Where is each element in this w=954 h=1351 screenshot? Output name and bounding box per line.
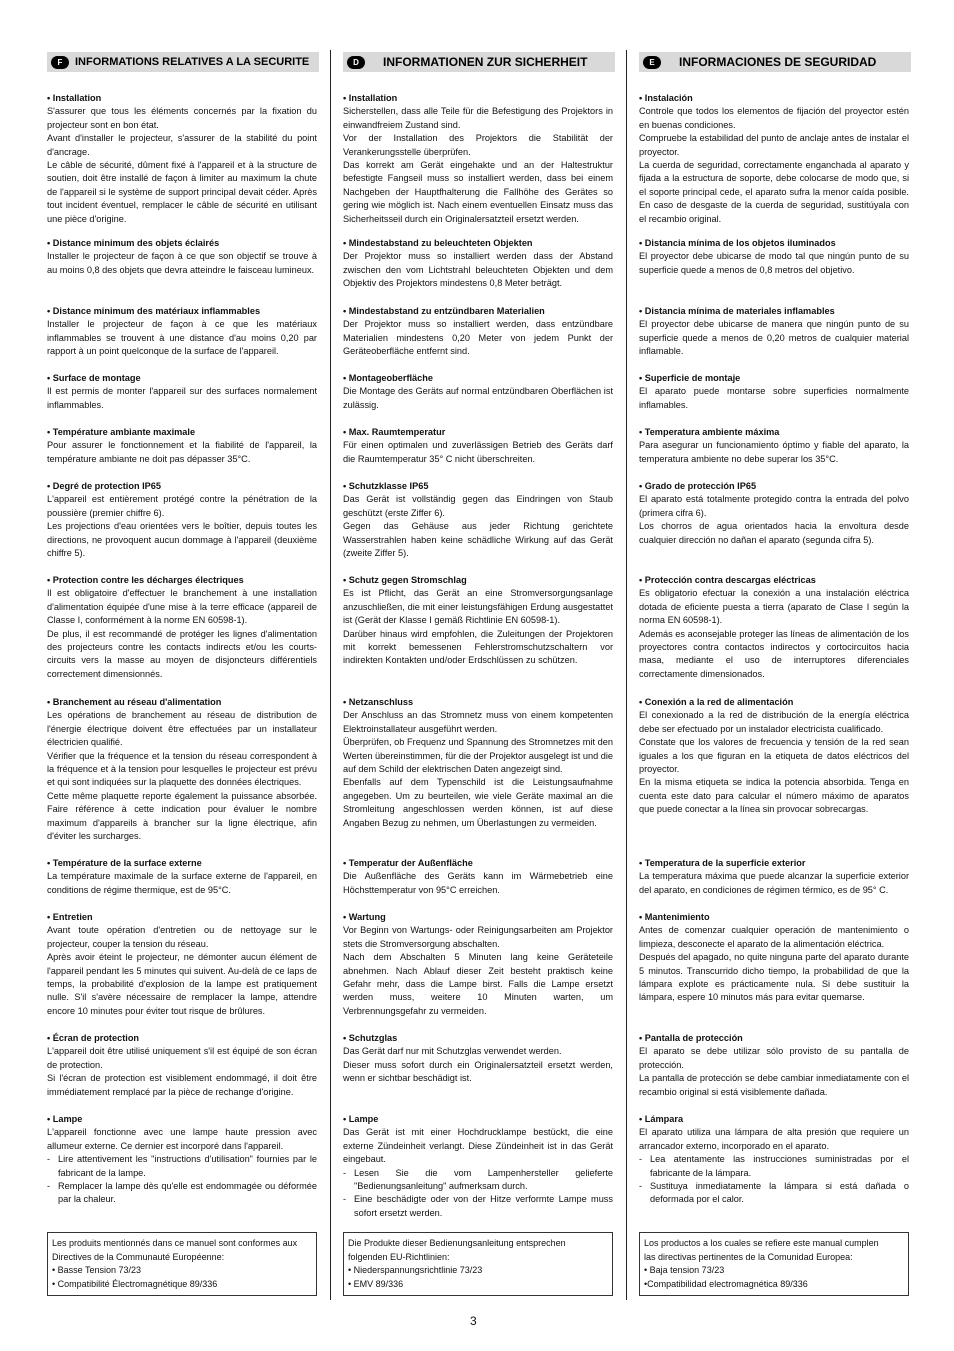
safety-section [343,480,613,560]
section-body: Installer le projecteur de façon à ce que les matériaux inflammables se trouvent à une distance d'au moins 0,20 par rapport à un point quelconque de la surface de l'appareil. [47,319,317,357]
section-title: • Netzanschluss [343,697,414,707]
section-body: Das Gerät ist vollständig gegen das Eindringen von Staub geschützt (erste Ziffer 6). Gegen das Gehäuse aus jeder Richtung gerichtete Wasserstrahlen haben keine schädliche Wirkung auf das Gerät (zweite Ziffer 5). [343,494,613,559]
section-body: El aparato utiliza una lámpara de alta presión que requiere un arrancador externo, incorporado en el aparato. [639,1127,909,1151]
safety-section [47,237,317,277]
section-body: Das Gerät ist mit einer Hochdrucklampe bestückt, die eine externe Zündeinheit verlangt. Diese Zündeinheit ist in das Gerät eingebaut. [343,1127,613,1165]
column-german [343,52,615,1289]
column-divider-left [330,50,331,1300]
section-body: Il est permis de monter l'appareil sur des surfaces normalement inflammables. [47,386,317,410]
safety-section [47,305,317,359]
section-title: • Temperatur der Außenfläche [343,858,473,868]
section-title: • Pantalla de protección [639,1033,743,1043]
page-number: 3 [470,1314,477,1328]
safety-section [47,92,317,226]
safety-section [343,857,613,897]
conformity-line: folgenden EU-Richtlinien: [348,1251,450,1262]
safety-section [343,426,613,466]
language-badge: F [51,56,69,69]
section-body: El conexionado a la red de distribución de la energía eléctrica debe ser efectuado por un instalador electricista cualificado. Constate que los valores de frecuencia y tensión de la red sean iguales a los que figuran en la etiqueta de datos eléctricos del proyector. En la misma etiqueta se indica la potencia absorbida. Tenga en cuenta este dato para calcular el número máximo de aparatos que puede conectar a la línea sin provocar sobrecargas. [639,710,909,815]
section-title: • Distance minimum des matériaux inflammables [47,306,261,316]
section-title: • Entretien [47,912,93,922]
safety-section [47,372,317,412]
safety-section [47,857,317,897]
conformity-box [47,1232,317,1296]
section-body: El aparato está totalmente protegido contra la entrada del polvo (primera cifra 6). Los chorros de agua orientados hacia la envoltura desde cualquier dirección no dañan el aparato (segunda cifra 5). [639,494,909,545]
safety-section [343,1113,613,1220]
bullet-item: - Remplacer la lampe dès qu'elle est endommagée ou déformée par la chaleur. [47,1180,317,1207]
section-body: Es obligatorio efectuar la conexión a una instalación eléctrica dotada de eficiente puesta a tierra (aparato de Clase I según la norma EN 60598-1). Además es aconsejable proteger las líneas de alimentación de los proyectores contra contactos indirectos y cortocircuitos hacia masa, mediante el uso de interruptores diferenciales correctamente dimensionados. [639,588,909,679]
section-body: Installer le projecteur de façon à ce que son objectif se trouve à au moins 0,8 des objets que devra atteindre le faisceau lumineux. [47,251,317,275]
column-divider-right [626,50,627,1300]
bullet-item: - Lire attentivement les "instructions d'utilisation" fournies par le fabricant de la lampe. [47,1153,317,1180]
safety-section [639,372,909,412]
section-body: L'appareil est entièrement protégé contre la pénétration de la poussière (premier chiffre 6). Les projections d'eau orientées vers le boîtier, depuis toutes les directions, ne provoquent aucun dommage à l'appareil (deuxième chiffre 5). [47,494,317,559]
column-spanish [639,52,911,1289]
section-body: Der Projektor muss so installiert werden dass der Abstand zwischen den vom Lichtstrahl beleuchteten Objekten und dem Objektiv des Projektors mindestens 0,8 Meter beträgt. [343,251,613,289]
section-title: • Schutzklasse IP65 [343,481,429,491]
safety-section [343,237,613,291]
safety-section [343,92,613,226]
section-body: Es ist Pflicht, das Gerät an eine Stromversorgungsanlage anzuschließen, die mit einer leistungsfähigen Erdung ausgestattet ist (Gerät der Klasse I gemäß Richtlinie EN 60598-1). Darüber hinaus wird empfohlen, die Zuleitungen der Projektoren mit korrekt bemessenen Fehlerstromschutzschaltern vor indirekten Kontakten und/oder Erdschlüssen zu schützen. [343,588,613,666]
conformity-box [639,1232,909,1296]
safety-section [639,696,909,817]
section-body: Controle que todos los elementos de fijación del proyector estén en buenas condiciones. Compruebe la estabilidad del punto de anclaje antes de instalar el proyector. La cuerda de seguridad, correctamente enganchada al aparato y fijada a la estructura de soporte, debe colocarse de modo que, si el soporte principal cede, el aparato sufra la menor caída posible. En caso de desgaste de la cuerda de seguridad, sustitúyala con el recambio original. [639,106,909,224]
section-title: • Installation [343,93,398,103]
bullet-list [47,1153,317,1207]
safety-section [639,237,909,277]
safety-section [639,92,909,226]
section-title: • Schutz gegen Stromschlag [343,575,467,585]
section-title: • Wartung [343,912,386,922]
section-body: S'assurer que tous les éléments concernés par la fixation du projecteur sont en bon état. Avant d'installer le projecteur, s'assurer de la stabilité du point d'ancrage. Le câble de sécurité, dûment fixé à l'appareil et à la structure de soutien, doit être installé de façon à limiter au maximum la chute de l'appareil si le système de support principal devait céder. Après tout incident éventuel, remplacer le câble de sécurité en utilisant une pièce d'origine. [47,106,317,224]
safety-section [47,574,317,681]
safety-section [639,1113,909,1207]
language-badge: E [643,56,661,69]
section-body: El proyector debe ubicarse de modo tal que ningún punto de su superficie quede a menos de 0,8 metros del objetivo. [639,251,909,275]
conformity-line: • Niederspannungsrichtlinie 73/23 [348,1265,483,1275]
header-title: INFORMATIONS RELATIVES A LA SECURITE [75,56,310,68]
section-body: Für einen optimalen und zuverlässigen Betrieb des Geräts darf die Raumtemperatur 35° C nicht überschreiten. [343,440,613,464]
section-title: • Montageoberfläche [343,373,433,383]
safety-section [47,426,317,466]
section-title: • Temperatura de la superficie exterior [639,858,806,868]
section-body: El aparato puede montarse sobre superficies normalmente inflamables. [639,386,909,410]
section-body: Die Außenfläche des Geräts kann im Wärmebetrieb eine Höchsttemperatur von 95°C erreichen. [343,871,613,895]
column-french [47,52,319,1289]
section-title: • Temperatura ambiente máxima [639,427,780,437]
section-body: Der Projektor muss so installiert werden, dass entzündbare Materialien mindestens 0,20 Meter von jedem Punkt der Geräteoberfläche entfernt sind. [343,319,613,357]
section-title: • Mantenimiento [639,912,710,922]
bullet-list [343,1167,613,1221]
section-title: • Distance minimum des objets éclairés [47,238,220,248]
section-body: Vor Beginn von Wartungs- oder Reinigungsarbeiten am Projektor stets die Stromversorgung abschalten. Nach dem Abschalten 5 Minuten lang keine Geräteteile abnehmen. Nach Ablauf dieser Zeit besteht praktisch keine Gefahr mehr, dass die Lampe birst. Falls die Lampe ersetzt werden muss, weitere 10 Minuten warten, um Verbrennungsgefahr zu vermeiden. [343,925,613,1016]
section-title: • Grado de protección IP65 [639,481,757,491]
safety-section [343,1032,613,1086]
section-title: • Distancia mínima de los objetos iluminados [639,238,836,248]
safety-section [47,696,317,843]
safety-section [639,574,909,681]
section-title: • Température de la surface externe [47,858,202,868]
conformity-box [343,1232,613,1296]
safety-section [639,857,909,897]
section-body: Pour assurer le fonctionnement et la fiabilité de l'appareil, la température ambiante ne doit pas dépasser 35°C. [47,440,317,464]
conformity-line: Los productos a los cuales se refiere este manual cumplen [644,1238,879,1248]
section-title: • Écran de protection [47,1033,140,1043]
section-title: • Distancia mínima de materiales inflamables [639,306,835,316]
section-header [47,52,319,72]
conformity-line: • EMV 89/336 [348,1278,404,1289]
bullet-item: - Sustituya inmediatamente la lámpara si está dañada o deformada por el calor. [639,1180,909,1207]
section-title: • Lampe [47,1114,83,1124]
section-title: • Degré de protection IP65 [47,481,162,491]
section-title: • Instalación [639,93,693,103]
section-title: • Installation [47,93,102,103]
safety-section [47,911,317,1018]
section-title: • Température ambiante maximale [47,427,196,437]
section-title: • Schutzglas [343,1033,398,1043]
safety-section [47,480,317,560]
safety-section [47,1032,317,1099]
bullet-list [639,1153,909,1207]
section-body: Der Anschluss an das Stromnetz muss von einem kompetenten Elektroinstallateur ausgeführt werden. Überprüfen, ob Frequenz und Spannung des Stromnetzes mit den Werten übereinstimmen, für die der Projektor ausgelegt ist und die auf dem Schild der elektrischen Daten angezeigt sind. Ebenfalls auf dem Typenschild ist die Leistungsaufnahme angegeben. Um zu beurteilen, wie viele Geräte maximal an die Stromleitung angeschlossen werden können, ist auf diese Angaben Bezug zu nehmen, um Überlastungen zu vermeiden. [343,710,613,828]
section-title: • Mindestabstand zu entzündbaren Materialien [343,306,545,316]
section-body: El aparato se debe utilizar sólo provisto de su pantalla de protección. La pantalla de protección se debe cambiar inmediatamente con el recambio original si está visiblemente dañada. [639,1046,909,1097]
safety-section [343,372,613,412]
language-badge: D [347,56,365,69]
bullet-item: - Lea atentamente las instrucciones suministradas por el fabricante de la lámpara. [639,1153,909,1180]
conformity-line: Directives de la Communauté Européenne: [52,1251,225,1262]
section-body: Die Montage des Geräts auf normal entzündbaren Oberflächen ist zulässig. [343,386,613,410]
section-title: • Branchement au réseau d'alimentation [47,697,222,707]
section-header [343,52,615,72]
safety-section [639,426,909,466]
conformity-line: Die Produkte dieser Bedienungsanleitung entsprechen [348,1238,566,1248]
bullet-item: - Eine beschädigte oder von der Hitze verformte Lampe muss sofort ersetzt werden. [343,1193,613,1220]
section-title: • Superficie de montaje [639,373,741,383]
header-title: INFORMATIONEN ZUR SICHERHEIT [383,55,588,69]
section-body: La température maximale de la surface externe de l'appareil, en conditions de régime thermique, est de 95°C. [47,871,317,895]
conformity-line: • Compatibilité Électromagnétique 89/336 [52,1278,218,1289]
conformity-line: • Baja tension 73/23 [644,1265,725,1275]
section-body: Das Gerät darf nur mit Schutzglas verwendet werden. Dieser muss sofort durch ein Originalersatzteil ersetzt werden, wenn er sichtbar beschädigt ist. [343,1046,613,1084]
section-title: • Lampe [343,1114,379,1124]
section-header [639,52,911,72]
section-body: Il est obligatoire d'effectuer le branchement à une installation d'alimentation équipée d'une mise à la terre efficace (appareil de Classe I, conformément à la norme EN 60598-1). De plus, il est recommandé de protéger les lignes d'alimentation des projecteurs contre les contacts indirects et/ou les courts-circuits vers la masse au moyen de disjoncteurs différentiels correctement dimensionnés. [47,588,317,679]
conformity-line: las directivas pertinentes de la Comunidad Europea: [644,1251,853,1262]
safety-section [343,305,613,359]
section-title: • Surface de montage [47,373,141,383]
safety-section [343,574,613,668]
section-title: • Protection contre les décharges électriques [47,575,244,585]
section-body: La temperatura máxima que puede alcanzar la superficie exterior del aparato, en condiciones de régimen térmico, es de 95° C. [639,871,909,895]
section-body: Sicherstellen, dass alle Teile für die Befestigung des Projektors in einwandfreiem Zustand sind. Vor der Installation des Projektors die Stabilität der Verankerungsstelle überprüfen. Das korrekt am Gerät eingehakte und an der Haltestruktur befestigte Fangseil muss so installiert werden, dass bei einem Nachgeben der Hauptfhalterung die Fallhöhe des Gerätes so gering wie möglich ist. Nach einem eventuellen Einsatz muss das Sicherheitsseil durch ein Originalersatzteil ersetzt werden. [343,106,613,224]
section-title: • Lámpara [639,1114,684,1124]
section-body: Les opérations de branchement au réseau de distribution de l'énergie électrique doivent être effectuées par un installateur électricien qualifié. Vérifier que la fréquence et la tension du réseau correspondent à la fréquence et à la tension pour lesquelles le projecteur est prévu et qui sont indiquées sur la plaquette des données électriques. Cette même plaquette reporte également la puissance absorbée. Faire référence à cette indication pour évaluer le nombre maximum d'appareils à brancher sur la ligne électrique, afin d'éviter les surcharges. [47,710,317,842]
safety-section [639,305,909,359]
section-body: Avant toute opération d'entretien ou de nettoyage sur le projecteur, couper la tension du réseau. Après avoir éteint le projecteur, ne démonter aucun élément de l'appareil pendant les 5 minutes qui suivent. Au-delà de ce laps de temps, la probabilité d'explosion de la lampe est pratiquement nulle. S'il s'avère nécessaire de remplacer la lampe, attendre encore 10 minutes pour éviter tout risque de brûlures. [47,925,317,1016]
section-title: • Mindestabstand zu beleuchteten Objekten [343,238,533,248]
section-body: L'appareil doit être utilisé uniquement s'il est équipé de son écran de protection. Si l'écran de protection est visiblement endommagé, il doit être immédiatement remplacé par la pièce de rechange d'origine. [47,1046,317,1097]
safety-section [47,1113,317,1207]
section-title: • Protección contra descargas eléctricas [639,575,816,585]
conformity-line: •Compatibilidad electromagnética 89/336 [644,1278,808,1289]
section-title: • Max. Raumtemperatur [343,427,446,437]
safety-section [639,480,909,547]
header-title: INFORMACIONES DE SEGURIDAD [679,55,877,69]
conformity-line: • Basse Tension 73/23 [52,1265,142,1275]
safety-section [639,911,909,1005]
safety-section [639,1032,909,1099]
conformity-line: Les produits mentionnés dans ce manuel sont conformes aux [52,1238,298,1248]
section-title: • Conexión a la red de alimentación [639,697,794,707]
section-body: Para asegurar un funcionamiento óptimo y fiable del aparato, la temperatura ambiente no debe superar los 35°C. [639,440,909,464]
safety-section [343,696,613,830]
bullet-item: - Lesen Sie die vom Lampenhersteller gelieferte "Bedienungsanleitung" aufmerksam durch. [343,1167,613,1194]
section-body: El proyector debe ubicarse de manera que ningún punto de su superficie quede a menos de 0,20 metros de cualquier material inflamable. [639,319,909,357]
safety-section [343,911,613,1018]
section-body: L'appareil fonctionne avec une lampe haute pression avec allumeur externe. Ce dernier est incorporé dans l'appareil. [47,1127,317,1151]
section-body: Antes de comenzar cualquier operación de mantenimiento o limpieza, desconecte el aparato de la alimentación eléctrica. Después del apagado, no quite ninguna parte del aparato durante 5 minutos. Transcurrido dicho tiempo, la probabilidad de que la lámpara explote es prácticamente nula. Si debe sustituir la lámpara, espere 10 minutos más para evitar quemarse. [639,925,909,1003]
